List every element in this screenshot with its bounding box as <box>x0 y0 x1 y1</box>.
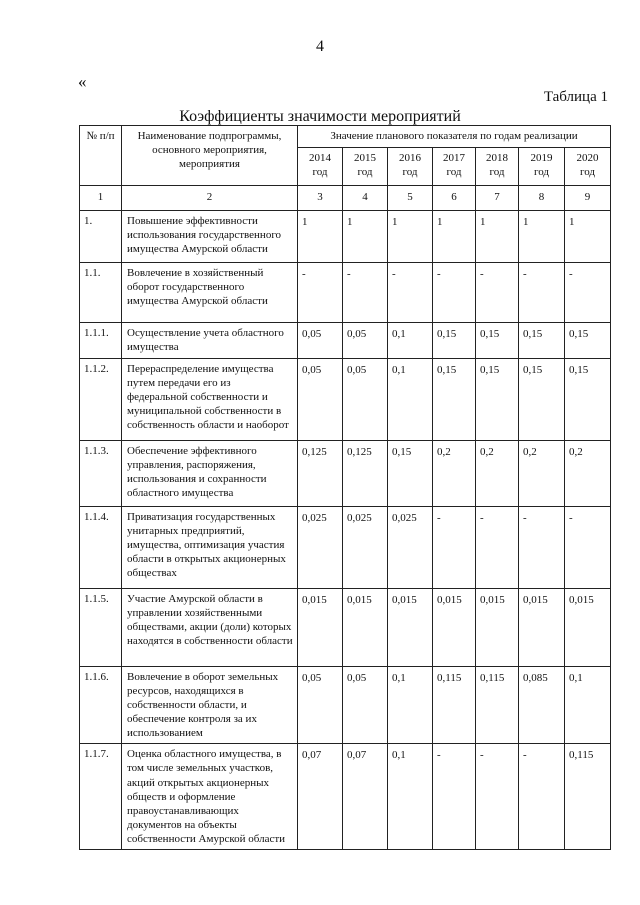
row-value: - <box>476 744 519 850</box>
row-value: 1 <box>298 211 343 263</box>
header-year: 2017 год <box>433 148 476 186</box>
row-value: 0,2 <box>519 441 565 507</box>
row-value: - <box>476 507 519 589</box>
header-year: 2019 год <box>519 148 565 186</box>
column-index: 4 <box>343 186 388 211</box>
row-value: 0,1 <box>388 667 433 744</box>
row-value: 0,15 <box>476 359 519 441</box>
row-number: 1.1.2. <box>80 359 122 441</box>
row-value: 1 <box>565 211 611 263</box>
column-index: 7 <box>476 186 519 211</box>
row-number: 1. <box>80 211 122 263</box>
table-row <box>80 744 611 850</box>
row-value: 0,1 <box>388 359 433 441</box>
row-value: 0,2 <box>565 441 611 507</box>
row-name: Вовлечение в оборот земельных ресурсов, находящихся в собственности области, и обеспечение контроля за их использованием <box>122 667 298 744</box>
row-value: 0,15 <box>388 441 433 507</box>
row-name: Участие Амурской области в управлении хозяйственными обществами, акции (доли) которых находятся в собственности области <box>122 589 298 667</box>
row-value: 1 <box>476 211 519 263</box>
row-number: 1.1.1. <box>80 323 122 359</box>
row-value: - <box>519 507 565 589</box>
column-index: 8 <box>519 186 565 211</box>
row-value: 1 <box>519 211 565 263</box>
row-value: 0,15 <box>519 359 565 441</box>
row-name: Обеспечение эффективного управления, распоряжения, использования и сохранности областного имущества <box>122 441 298 507</box>
row-value: 0,025 <box>343 507 388 589</box>
row-number: 1.1.5. <box>80 589 122 667</box>
column-index: 5 <box>388 186 433 211</box>
header-name: Наименование подпрограммы, основного мероприятия, мероприятия <box>122 126 298 186</box>
header-year: 2018 год <box>476 148 519 186</box>
table-row <box>80 211 611 263</box>
column-index: 2 <box>122 186 298 211</box>
row-value: 1 <box>343 211 388 263</box>
row-value: 0,05 <box>298 359 343 441</box>
row-value: 0,07 <box>343 744 388 850</box>
table-row <box>80 667 611 744</box>
row-value: - <box>519 263 565 323</box>
row-value: - <box>343 263 388 323</box>
row-value: 0,085 <box>519 667 565 744</box>
row-value: 0,015 <box>433 589 476 667</box>
column-index: 1 <box>80 186 122 211</box>
table-row <box>80 507 611 589</box>
row-value: 0,015 <box>519 589 565 667</box>
row-number: 1.1.3. <box>80 441 122 507</box>
table-body <box>80 211 611 850</box>
row-number: 1.1.6. <box>80 667 122 744</box>
row-value: - <box>519 744 565 850</box>
row-name: Повышение эффективности использования государственного имущества Амурской области <box>122 211 298 263</box>
row-value: 0,125 <box>343 441 388 507</box>
row-value: 0,1 <box>388 323 433 359</box>
row-value: 0,025 <box>298 507 343 589</box>
column-index: 6 <box>433 186 476 211</box>
row-value: 0,05 <box>343 323 388 359</box>
row-value: 1 <box>433 211 476 263</box>
row-value: - <box>298 263 343 323</box>
table-row <box>80 441 611 507</box>
row-value: 0,115 <box>565 744 611 850</box>
header-year: 2015 год <box>343 148 388 186</box>
significance-table <box>79 125 611 850</box>
row-value: - <box>433 507 476 589</box>
row-value: 0,15 <box>519 323 565 359</box>
row-value: 0,05 <box>343 359 388 441</box>
table-label: Таблица 1 <box>543 89 608 105</box>
row-value: 1 <box>388 211 433 263</box>
row-value: 0,05 <box>298 323 343 359</box>
row-name: Оценка областного имущества, в том числе земельных участков, акций открытых акционерных обществ и оформление правоустанавливающих документов на объекты собственности Амурской области <box>122 744 298 850</box>
row-value: 0,015 <box>298 589 343 667</box>
row-value: 0,015 <box>388 589 433 667</box>
row-value: 0,2 <box>433 441 476 507</box>
row-value: 0,15 <box>565 323 611 359</box>
row-value: 0,15 <box>476 323 519 359</box>
column-index: 9 <box>565 186 611 211</box>
row-name: Осуществление учета областного имущества <box>122 323 298 359</box>
row-value: 0,07 <box>298 744 343 850</box>
row-name: Приватизация государственных унитарных предприятий, имущества, оптимизация участия области в открытых акционерных обществах <box>122 507 298 589</box>
row-value: - <box>388 263 433 323</box>
row-value: 0,015 <box>476 589 519 667</box>
table-row <box>80 589 611 667</box>
table-row <box>80 359 611 441</box>
row-name: Перераспределение имущества путем передачи его из федеральной собственности и муниципальной собственности в собственность области и наоборот <box>122 359 298 441</box>
row-value: - <box>565 263 611 323</box>
row-value: 0,1 <box>565 667 611 744</box>
row-number: 1.1.7. <box>80 744 122 850</box>
row-value: - <box>433 744 476 850</box>
header-num: № п/п <box>80 126 122 186</box>
row-number: 1.1. <box>80 263 122 323</box>
table-row <box>80 263 611 323</box>
page-number: 4 <box>316 38 324 55</box>
header-values: Значение планового показателя по годам реализации <box>298 126 611 148</box>
column-index: 3 <box>298 186 343 211</box>
row-value: 0,015 <box>343 589 388 667</box>
row-value: - <box>433 263 476 323</box>
row-value: 0,125 <box>298 441 343 507</box>
row-value: - <box>565 507 611 589</box>
row-value: 0,15 <box>565 359 611 441</box>
row-number: 1.1.4. <box>80 507 122 589</box>
row-name: Вовлечение в хозяйственный оборот государственного имущества Амурской области <box>122 263 298 323</box>
opening-quote: « <box>78 72 87 91</box>
row-value: 0,15 <box>433 359 476 441</box>
row-value: 0,2 <box>476 441 519 507</box>
header-year: 2014 год <box>298 148 343 186</box>
row-value: 0,115 <box>476 667 519 744</box>
table-title: Коэффициенты значимости мероприятий <box>179 108 461 125</box>
row-value: 0,025 <box>388 507 433 589</box>
header-year: 2016 год <box>388 148 433 186</box>
row-value: 0,05 <box>298 667 343 744</box>
row-value: 0,1 <box>388 744 433 850</box>
table-row <box>80 323 611 359</box>
row-value: 0,05 <box>343 667 388 744</box>
row-value: 0,115 <box>433 667 476 744</box>
header-year: 2020 год <box>565 148 611 186</box>
row-value: 0,15 <box>433 323 476 359</box>
row-value: 0,015 <box>565 589 611 667</box>
row-value: - <box>476 263 519 323</box>
